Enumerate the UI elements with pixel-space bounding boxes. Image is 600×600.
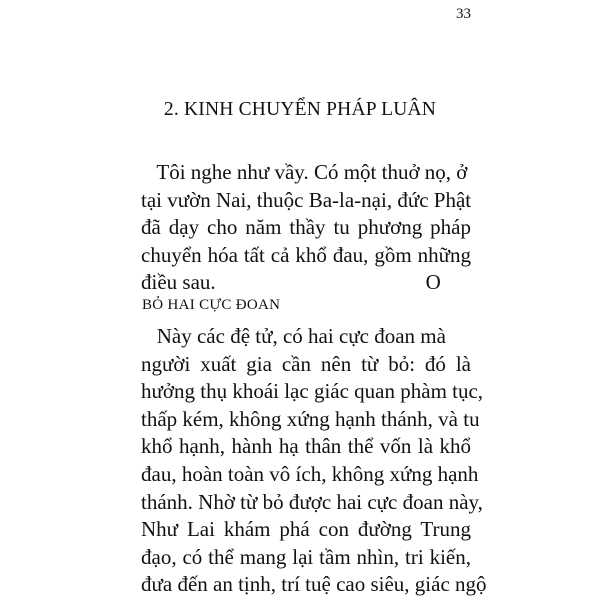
intro-line: chuyển hóa tất cả khổ đau, gồm những xyxy=(141,242,471,267)
main-line: khổ hạnh, hành hạ thân thể vốn là khổ xyxy=(141,434,471,459)
main-line: hưởng thụ khoái lạc giác quan phàm tục, xyxy=(141,379,484,404)
intro-line: tại vườn Nai, thuộc Ba-la-nại, đức Phật xyxy=(141,187,472,212)
main-paragraph xyxy=(141,323,487,599)
main-line: đạo, có thể mang lại tầm nhìn, tri kiến, xyxy=(141,544,471,569)
main-line: Này các đệ tử, có hai cực đoan mà xyxy=(141,324,446,348)
intro-line: Tôi nghe như vầy. Có một thuở nọ, ở xyxy=(141,160,468,184)
page-number: 33 xyxy=(456,6,471,22)
main-line: đau, hoàn toàn vô ích, không xứng hạnh xyxy=(141,461,479,486)
intro-line: điều sau. O xyxy=(141,270,441,295)
intro-paragraph xyxy=(141,159,471,297)
main-line: đưa đến an tịnh, trí tuệ cao siêu, giác ngộ xyxy=(141,572,487,597)
section-heading: BỎ HAI CỰC ĐOAN xyxy=(142,297,281,313)
main-line: thấp kém, không xứng hạnh thánh, và tu xyxy=(141,406,480,431)
chapter-title: 2. KINH CHUYỂN PHÁP LUÂN xyxy=(163,99,437,120)
main-line: thánh. Nhờ từ bỏ được hai cực đoan này, xyxy=(141,489,483,514)
main-line: Như Lai khám phá con đường Trung xyxy=(141,517,471,542)
intro-line: đã dạy cho năm thầy tu phương pháp xyxy=(141,215,471,240)
main-line: người xuất gia cần nên từ bỏ: đó là xyxy=(141,351,471,376)
